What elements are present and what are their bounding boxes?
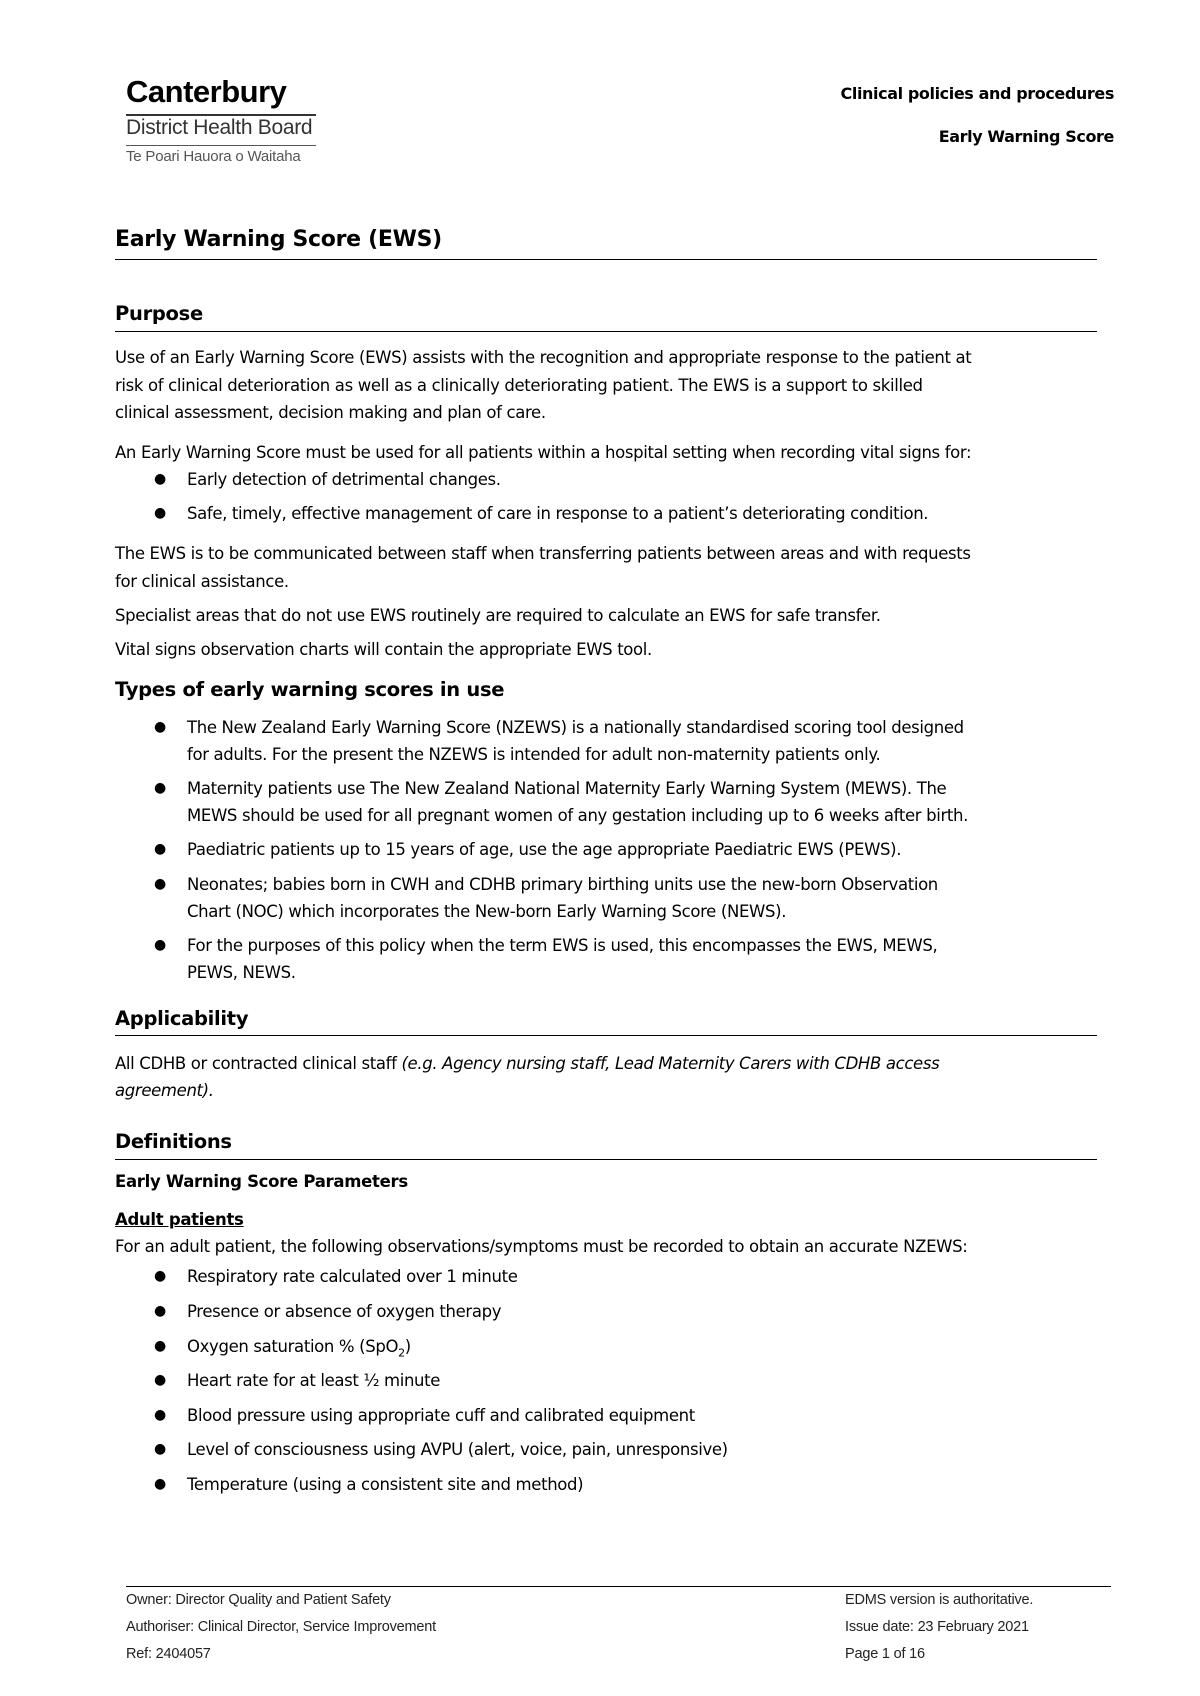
types-bullet-2-line-2: MEWS should be used for all pregnant women of any gestation including up to 6 weeks after birth. (187, 806, 969, 825)
bullet-icon: ● (154, 1476, 167, 1492)
types-bullet-1-line-2: for adults. For the present the NZEWS is intended for adult non-maternity patients only. (187, 745, 881, 764)
bullet-icon: ● (154, 1268, 167, 1284)
adult-bullet-7: Temperature (using a consistent site and method) (187, 1475, 584, 1494)
applicability-line-1 (115, 1050, 939, 1078)
types-bullet-3: Paediatric patients up to 15 years of age, use the age appropriate Paediatric EWS (PEWS). (187, 840, 902, 859)
adult-intro: For an adult patient, the following observations/symptoms must be recorded to obtain an accurate NZEWS: (115, 1237, 968, 1256)
footer-page-number: Page 1 of 16 (845, 1646, 925, 1662)
bullet-icon: ● (154, 505, 167, 521)
purpose-para-4: Specialist areas that do not use EWS routinely are required to calculate an EWS for safe transfer. (115, 606, 881, 625)
spo2-close: ) (404, 1337, 411, 1356)
logo-divider-2 (126, 145, 316, 146)
purpose-para-1-line-3: clinical assessment, decision making and plan of care. (115, 403, 546, 422)
bullet-icon: ● (154, 1372, 167, 1388)
adult-bullet-1: Respiratory rate calculated over 1 minute (187, 1267, 518, 1286)
applicability-normal-text: All CDHB or contracted clinical staff (115, 1054, 402, 1073)
purpose-heading: Purpose (115, 302, 203, 325)
types-bullet-4-line-2: Chart (NOC) which incorporates the New-born Early Warning Score (NEWS). (187, 902, 787, 921)
purpose-para-1-line-2: risk of clinical deterioration as well as a clinically deteriorating patient. The EWS is a support to skilled (115, 376, 923, 395)
purpose-rule (115, 331, 1097, 332)
footer-authoriser: Authoriser: Clinical Director, Service Improvement (126, 1619, 436, 1635)
applicability-italic-text: (e.g. Agency nursing staff, Lead Maternity Carers with CDHB access (401, 1054, 940, 1073)
purpose-bullet-1: Early detection of detrimental changes. (187, 470, 501, 489)
definitions-heading: Definitions (115, 1130, 232, 1153)
organisation-logo (126, 74, 312, 165)
types-bullet-2-line-1: Maternity patients use The New Zealand National Maternity Early Warning System (MEWS). The (187, 779, 947, 798)
adult-bullet-6: Level of consciousness using AVPU (alert, voice, pain, unresponsive) (187, 1440, 728, 1459)
purpose-bullet-2: Safe, timely, effective management of care in response to a patient’s deteriorating condition. (187, 504, 929, 523)
bullet-icon: ● (154, 1441, 167, 1457)
applicability-heading: Applicability (115, 1007, 249, 1030)
footer-owner: Owner: Director Quality and Patient Safety (126, 1592, 391, 1608)
logo-maori-text: Te Poari Hauora o Waitaha (126, 148, 301, 165)
header-doc-title: Early Warning Score (938, 127, 1114, 146)
bullet-icon: ● (154, 1407, 167, 1423)
logo-divider (126, 114, 316, 116)
adult-patients-heading: Adult patients (115, 1210, 244, 1229)
purpose-para-3-line-2: for clinical assistance. (115, 572, 289, 591)
applicability-rule (115, 1035, 1097, 1036)
footer-issue-date: Issue date: 23 February 2021 (845, 1619, 1029, 1635)
definitions-subheading: Early Warning Score Parameters (115, 1172, 408, 1191)
types-bullet-4-line-1: Neonates; babies born in CWH and CDHB primary birthing units use the new-born Observation (187, 875, 938, 894)
spo2-subscript: 2 (398, 1346, 405, 1360)
types-heading: Types of early warning scores in use (115, 678, 505, 701)
logo-sub-text: District Health Board (126, 116, 313, 139)
logo-main-text: Canterbury (126, 74, 287, 109)
purpose-para-1-line-1: Use of an Early Warning Score (EWS) assists with the recognition and appropriate response to the patient at (115, 348, 972, 367)
bullet-icon: ● (154, 1338, 167, 1354)
bullet-icon: ● (154, 841, 167, 857)
bullet-icon: ● (154, 471, 167, 487)
bullet-icon: ● (154, 1303, 167, 1319)
adult-bullet-5: Blood pressure using appropriate cuff and calibrated equipment (187, 1406, 695, 1425)
footer-ref: Ref: 2404057 (126, 1646, 211, 1662)
adult-bullet-4: Heart rate for at least ½ minute (187, 1371, 441, 1390)
bullet-icon: ● (154, 876, 167, 892)
bullet-icon: ● (154, 937, 167, 953)
purpose-para-3-line-1: The EWS is to be communicated between staff when transferring patients between areas and with requests (115, 544, 971, 563)
footer-rule (126, 1586, 1111, 1587)
purpose-para-2: An Early Warning Score must be used for all patients within a hospital setting when recording vital signs for: (115, 443, 972, 462)
spo2-text: Oxygen saturation % (SpO (187, 1337, 399, 1356)
types-bullet-5-line-1: For the purposes of this policy when the term EWS is used, this encompasses the EWS, MEWS, (187, 936, 938, 955)
bullet-icon: ● (154, 719, 167, 735)
title-rule (115, 259, 1097, 260)
adult-bullet-3 (187, 1333, 411, 1367)
applicability-line-2: agreement). (115, 1081, 214, 1100)
header-doc-category: Clinical policies and procedures (840, 84, 1114, 103)
adult-bullet-2: Presence or absence of oxygen therapy (187, 1302, 502, 1321)
types-bullet-5-line-2: PEWS, NEWS. (187, 963, 296, 982)
purpose-para-5: Vital signs observation charts will contain the appropriate EWS tool. (115, 640, 652, 659)
definitions-rule (115, 1159, 1097, 1160)
types-bullet-1-line-1: The New Zealand Early Warning Score (NZEWS) is a nationally standardised scoring tool designed (187, 718, 964, 737)
footer-edms-note: EDMS version is authoritative. (845, 1592, 1034, 1608)
page-title: Early Warning Score (EWS) (115, 227, 442, 252)
bullet-icon: ● (154, 780, 167, 796)
